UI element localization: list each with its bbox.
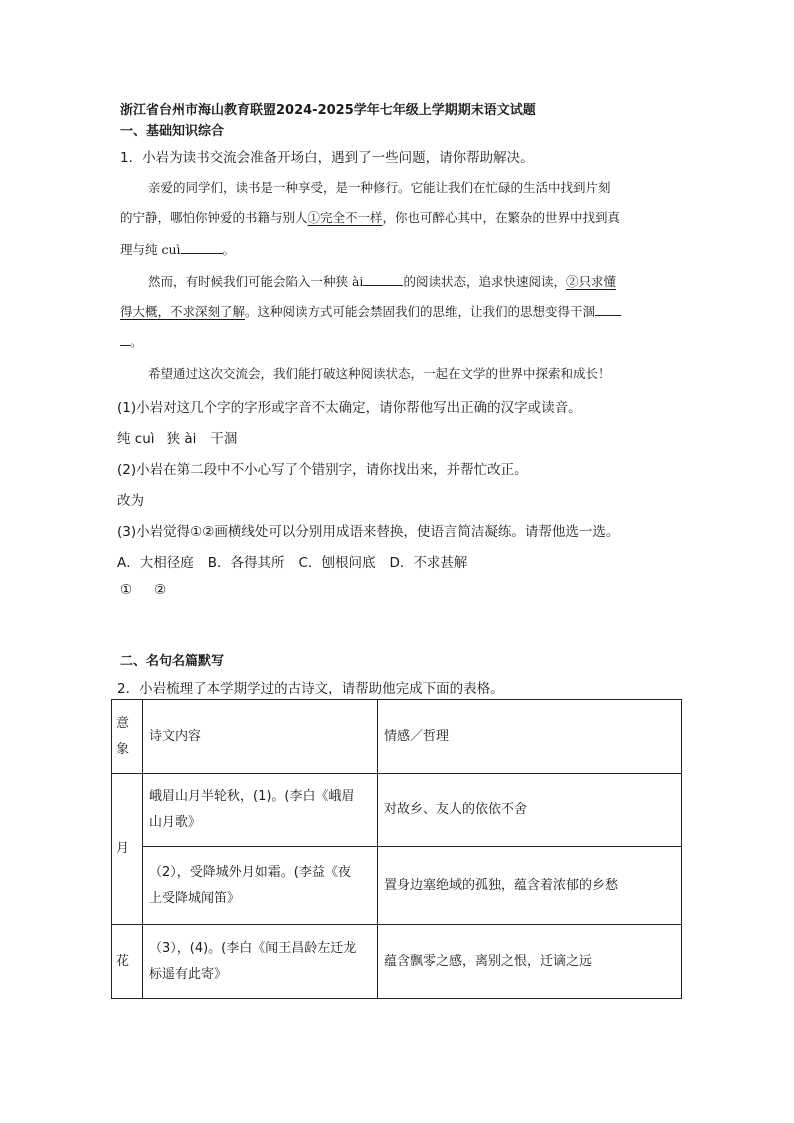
sub2-answer: 改为 xyxy=(117,493,144,509)
answer-item-ai: 狭 ài xyxy=(166,431,197,447)
answer-circle-1: ① xyxy=(120,582,133,598)
para2-line2 xyxy=(120,302,621,320)
table-header-row xyxy=(112,700,682,774)
content-line: （3），(4)。(李白《闻王昌龄左迁龙 xyxy=(149,940,357,956)
para1-line2-after: ，你也可醉心其中，在繁杂的世界中找到真 xyxy=(382,210,621,225)
para1-line3: 理与纯 cuì 。 xyxy=(120,242,236,257)
header-emotion: 情感／哲理 xyxy=(378,700,682,774)
cell-image-flower: 花 xyxy=(112,925,143,999)
header-content: 诗文内容 xyxy=(143,700,378,774)
underline-2a: ②只求懂 xyxy=(565,274,616,289)
poem-table xyxy=(111,699,682,999)
option-a[interactable]: A．大相径庭 xyxy=(117,555,194,571)
cell-content xyxy=(143,774,378,847)
cell-emotion: 置身边塞绝域的孤独，蕴含着浓郁的乡愁 xyxy=(378,847,682,925)
blank-he-cont[interactable] xyxy=(120,333,130,346)
section2-heading: 二、名句名篇默写 xyxy=(120,654,225,669)
para3: 希望通过这次交流会，我们能打破这种阅读状态，一起在文学的世界中探索和成长！ xyxy=(148,366,611,381)
underline-2b: 得大概，不求深刻了解 xyxy=(120,304,246,319)
question-1: 1．小岩为读书交流会准备开场白，遇到了一些问题，请你帮助解决。 xyxy=(120,150,534,166)
content-line: 山月歌》 xyxy=(149,815,202,830)
para2-line1 xyxy=(148,272,616,290)
header-image: 意象 xyxy=(112,700,143,774)
content-line: 标遥有此寄》 xyxy=(149,966,228,982)
blank-he[interactable] xyxy=(595,303,621,316)
sub-question-3: (3)小岩觉得①②画横线处可以分别用成语来替换，使语言简洁凝练。请帮他选一选。 xyxy=(117,524,620,540)
blank-cui[interactable] xyxy=(181,241,223,254)
para2-line3-end: 。 xyxy=(130,334,143,349)
option-d[interactable]: D．不求甚解 xyxy=(389,555,468,571)
para1-line3-text: 理与纯 cuì xyxy=(120,242,181,257)
table-row xyxy=(112,774,682,847)
sub-question-1: (1)小岩对这几个字的字形或字音不太确定，请你帮他写出正确的汉字或读音。 xyxy=(117,400,582,416)
cell-content xyxy=(143,847,378,925)
question-2: 2．小岩梳理了本学期学过的古诗文，请帮助他完成下面的表格。 xyxy=(117,681,504,697)
para1-line1: 亲爱的同学们，读书是一种享受，是一种修行。它能让我们在忙碌的生活中找到片刻 xyxy=(148,180,611,195)
answer-item-cui: 纯 cuì xyxy=(117,431,155,447)
para1-line2-before: 的宁静，哪怕你钟爱的书籍与别人 xyxy=(120,210,308,225)
cell-emotion: 蕴含飘零之感，离别之恨，迁谪之远 xyxy=(378,925,682,999)
para1-line2 xyxy=(120,208,620,226)
section1-heading: 一、基础知识综合 xyxy=(120,124,225,139)
content-line: 上受降城闻笛》 xyxy=(149,890,241,906)
underline-1: ①完全不一样 xyxy=(307,210,383,225)
option-b[interactable]: B．各得其所 xyxy=(207,555,285,571)
answer-item-he: 干涸 xyxy=(210,431,238,447)
options-row xyxy=(117,551,467,571)
para2-line1-b: 的阅读状态，追求快速阅读， xyxy=(403,274,566,289)
para2-line1-a: 然而，有时候我们可能会陷入一种狭 ài xyxy=(148,274,364,289)
content-line: （2），受降城外月如霜。(李益《夜 xyxy=(149,864,351,880)
para2-line3 xyxy=(120,332,143,350)
blank-ai[interactable] xyxy=(363,273,403,286)
sub-question-2: (2)小岩在第二段中不小心写了个错别字，请你找出来，并帮忙改正。 xyxy=(117,462,528,478)
document-title: 浙江省台州市海山教育联盟2024-2025学年七年级上学期期末语文试题 xyxy=(120,103,536,118)
table-row xyxy=(112,925,682,999)
sub1-answer-row xyxy=(117,427,237,447)
cell-image-moon: 月 xyxy=(112,774,143,925)
option-c[interactable]: C．刨根问底 xyxy=(298,555,376,571)
table-row xyxy=(112,847,682,925)
sub3-answers xyxy=(120,582,166,598)
para2-line2-after: 。这种阅读方式可能会禁固我们的思维，让我们的思想变得干涸 xyxy=(245,304,596,319)
cell-content xyxy=(143,925,378,999)
content-line: 峨眉山月半轮秋，(1)。(李白《峨眉 xyxy=(149,789,355,804)
answer-circle-2: ② xyxy=(154,582,167,598)
cell-emotion: 对故乡、友人的依依不舍 xyxy=(378,774,682,847)
